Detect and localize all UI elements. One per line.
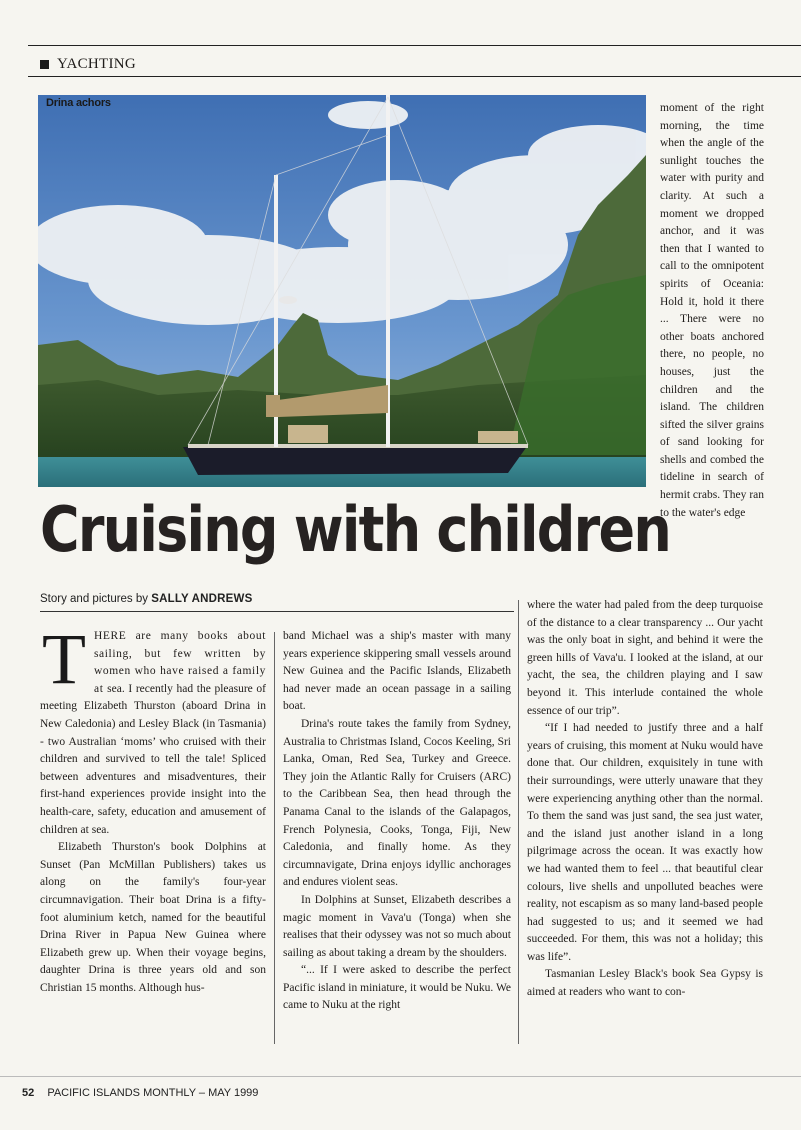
paragraph: band Michael was a ship's master with many years experience skippering small vessels around New Guinea and the Pacific Islands, Elizabeth had never made an ocean passage in a sailing boat. [283, 630, 511, 713]
lead-in: HERE are many books about sailing, but few written by women who have raised a family at [93, 630, 266, 695]
byline-prefix: Story and pictures by [40, 593, 149, 605]
paragraph: Drina's route takes the family from Sydney, Australia to Christmas Island, Cocos Keeling, Sri Lanka, Oman, Red Sea, Turkey and Greece. They join the Atlantic Rally for Cruisers (ARC) to the Caribbean Sea, then head through the Panama Canal to the islands of the Galapagos, French Polynesia, Cooks, Tonga, Fiji, New Caledonia, and finally home. As they circumnavigate, Drina enjoys idyllic anchorages and endures violent seas. [283, 717, 511, 889]
top-rule [28, 45, 801, 46]
column-3 [527, 597, 763, 1002]
lead-continuation: sea. I recently had the pleasure of meeting Elizabeth Thurston (aboard Drina in New Caledonia) and Lesley Black (in Tasmania) - two Australian ‘moms’ who cruised with their children and survived to tell the tale! Spliced between adventures and misadventures, their first-hand experiences provide insight into the health-care, safety, education and amusement of children at sea. [40, 682, 267, 836]
paragraph: In Dolphins at Sunset, Elizabeth describes a magic moment in Vava'u (Tonga) when she realises that their odyssey was not so much about sailing as about taking a dream by the shoulders. [283, 893, 511, 959]
page-footer [22, 1087, 258, 1099]
drop-cap: T [42, 619, 86, 699]
section-square-icon [40, 60, 49, 69]
paragraph: “... If I were asked to describe the perfect Pacific island in miniature, it would be Nuku. We came to Nuku at the right [283, 964, 511, 1012]
paragraph: Tasmanian Lesley Black's book Sea Gypsy is aimed at readers who want to con- [527, 968, 763, 999]
paragraph: “If I had needed to justify three and a half years of cruising, this moment at Nuku would have done that. Our children, exquisitely in tune with their surroundings, were utterly unaware that they were experiencing anything other than the normal. To them the sand was just sand, the sea just water, and the island just another island in a long pilgrimage across the ocean. It was exactly how we had wanted them to feel ... that beautiful clear colours, live shells and unpolluted beaches were reality, not escapism as so many land-based people had suggested to us; and it seemed we had succeeded. For them, this was not a holiday; this was life”. [527, 722, 763, 963]
footer-rule [0, 1076, 801, 1077]
publication-line: PACIFIC ISLANDS MONTHLY – MAY 1999 [47, 1087, 259, 1099]
page-number: 52 [22, 1087, 35, 1099]
headline: Cruising with children [40, 493, 671, 566]
column-rule [518, 600, 519, 1044]
byline-rule [40, 611, 514, 612]
paragraph: moment of the right morning, the time when the angle of the sunlight touches the water with purity and clarity. At such a moment we dropped anchor, and it was then that I wanted to call to the omnipotent spirits of Oceania: Hold it, hold it there ... There were no other boats anchored there, no people, no houses, just the children and the island. The children sifted the silver grains of sand looking for shells and combed the tideline in search of hermit crabs. They ran to the water's edge [660, 102, 764, 519]
column-1 [40, 619, 267, 997]
column-2 [283, 628, 511, 1015]
photo-caption: Drina achors [46, 97, 111, 109]
byline [40, 593, 252, 605]
yacht-photo [38, 95, 646, 487]
section-label: YACHTING [57, 55, 137, 72]
byline-author: SALLY ANDREWS [151, 593, 253, 605]
right-column-top [660, 100, 764, 522]
section-header [40, 54, 136, 74]
section-rule [28, 76, 801, 77]
column-rule [274, 632, 275, 1044]
paragraph: Elizabeth Thurston's book Dolphins at Sunset (Pan McMillan Publishers) takes us along on the family's four-year circumnavigation. Their boat Drina is a fifty-foot aluminium ketch, named for the beautiful Drina River in Papua New Guinea where Elizabeth grew up. When their voyage begins, daughter Drina is three years old and son Christian 15 months. Although hus- [40, 841, 266, 994]
paragraph: where the water had paled from the deep turquoise of the distance to a clear transparency ... Our yacht was the only boat in sight, and behind it were the green hills of Vava'u. I looked at the island, at our yacht, the sea, the children playing and I saw beyond it. This interlude contained the whole essence of our trip”. [527, 599, 763, 717]
